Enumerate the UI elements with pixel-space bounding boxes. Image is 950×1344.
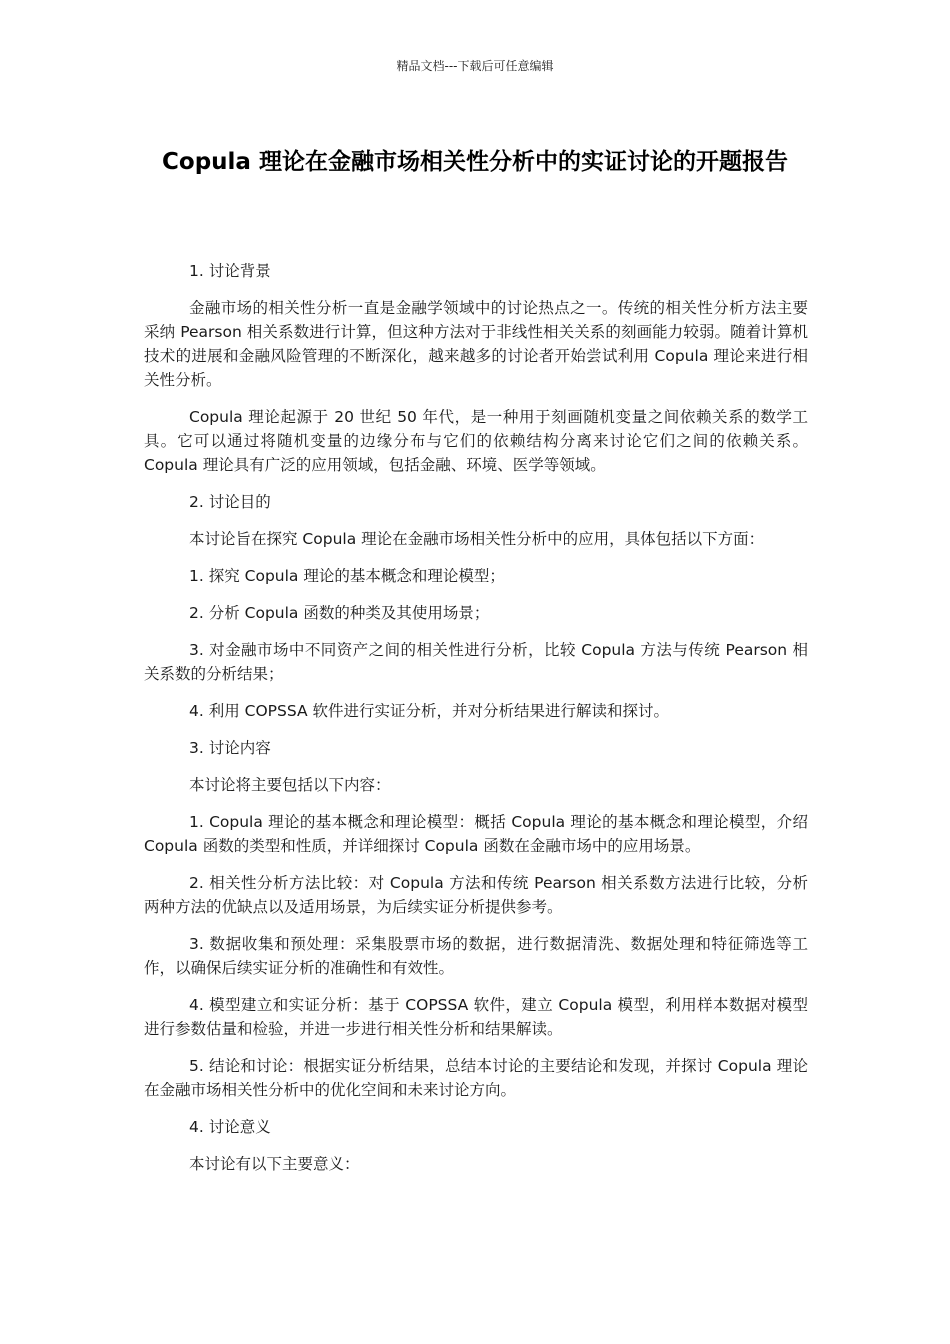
content-item: 2. 相关性分析方法比较：对 Copula 方法和传统 Pearson 相关系数方法进行比较，分析两种方法的优缺点以及适用场景，为后续实证分析提供参考。 xyxy=(144,874,808,916)
page-header: 精品文档---下载后可任意编辑 xyxy=(396,59,554,73)
content-item: 4. 模型建立和实证分析：基于 COPSSA 软件，建立 Copula 模型，利用样本数据对模型进行参数估量和检验，并进一步进行相关性分析和结果解读。 xyxy=(144,996,808,1038)
purpose-intro: 本讨论旨在探究 Copula 理论在金融市场相关性分析中的应用，具体包括以下方面： xyxy=(189,530,765,548)
background-paragraph: 金融市场的相关性分析一直是金融学领域中的讨论热点之一。传统的相关性分析方法主要采纳 Pearson 相关系数进行计算，但这种方法对于非线性相关关系的刻画能力较弱。随着计算机技术的进展和金融风险管理的不断深化，越来越多的讨论者开始尝试利用 Copula 理论来进行相关性分析。 xyxy=(144,299,808,389)
content-item: 5. 结论和讨论：根据实证分析结果，总结本讨论的主要结论和发现，并探讨 Copula 理论在金融市场相关性分析中的优化空间和未来讨论方向。 xyxy=(144,1057,808,1099)
background-paragraph: Copula 理论起源于 20 世纪 50 年代，是一种用于刻画随机变量之间依赖关系的数学工具。它可以通过将随机变量的边缘分布与它们的依赖结构分离来讨论它们之间的依赖关系。Copula 理论具有广泛的应用领域，包括金融、环境、医学等领域。 xyxy=(144,408,808,474)
section-heading-content: 3. 讨论内容 xyxy=(189,739,271,757)
content-item: 3. 数据收集和预处理：采集股票市场的数据，进行数据清洗、数据处理和特征筛选等工作，以确保后续实证分析的准确性和有效性。 xyxy=(144,935,808,977)
content-item: 1. Copula 理论的基本概念和理论模型：概括 Copula 理论的基本概念和理论模型，介绍 Copula 函数的类型和性质，并详细探讨 Copula 函数在金融市场中的应用场景。 xyxy=(144,813,808,855)
purpose-item: 4. 利用 COPSSA 软件进行实证分析，并对分析结果进行解读和探讨。 xyxy=(189,702,670,720)
section-heading-purpose: 2. 讨论目的 xyxy=(189,493,271,511)
document-body xyxy=(144,259,808,1189)
significance-intro: 本讨论有以下主要意义： xyxy=(189,1155,360,1173)
purpose-item: 1. 探究 Copula 理论的基本概念和理论模型； xyxy=(189,567,505,585)
purpose-item: 3. 对金融市场中不同资产之间的相关性进行分析，比较 Copula 方法与传统 Pearson 相关系数的分析结果； xyxy=(144,641,808,683)
section-heading-significance: 4. 讨论意义 xyxy=(189,1118,271,1136)
purpose-item: 2. 分析 Copula 函数的种类及其使用场景； xyxy=(189,604,490,622)
section-heading-background: 1. 讨论背景 xyxy=(189,262,271,280)
document-title: Copula 理论在金融市场相关性分析中的实证讨论的开题报告 xyxy=(162,149,788,175)
content-intro: 本讨论将主要包括以下内容： xyxy=(189,776,391,794)
